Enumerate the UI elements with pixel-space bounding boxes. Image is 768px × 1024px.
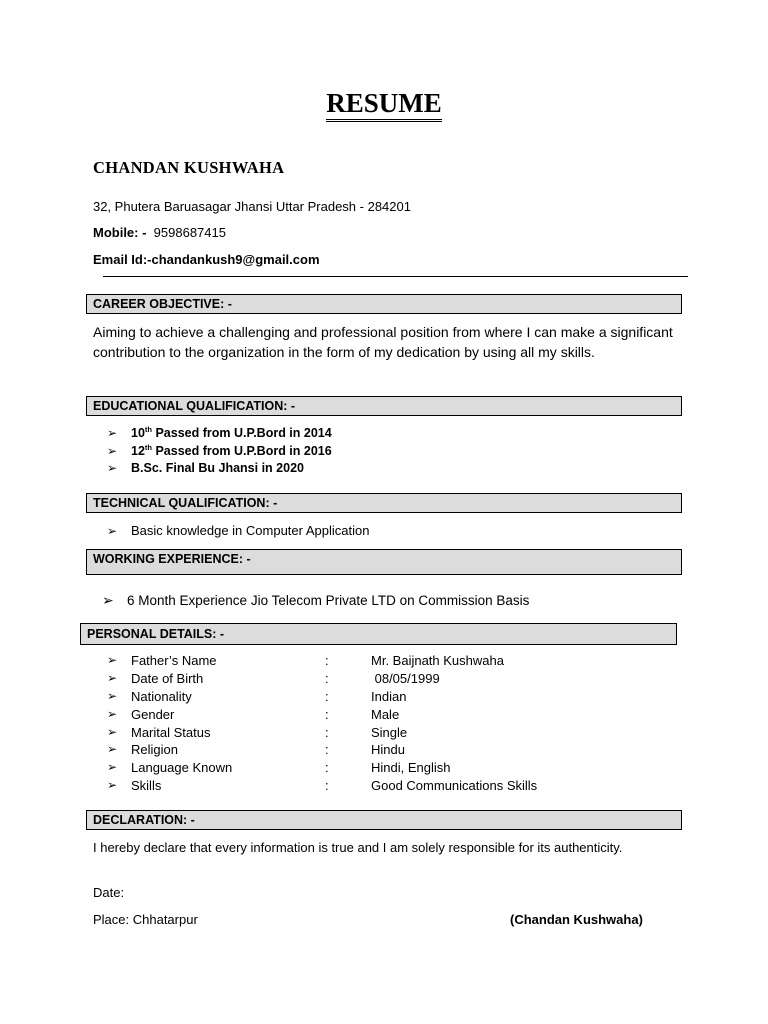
personal-row-language: ➢ Language Known : Hindi, English <box>107 760 451 776</box>
email-line: Email Id:-chandankush9@gmail.com <box>93 252 320 267</box>
arrow-bullet-icon: ➢ <box>107 426 118 440</box>
declaration-heading: DECLARATION: - <box>86 810 682 830</box>
arrow-bullet-icon: ➢ <box>107 443 118 458</box>
resume-title-text: RESUME <box>326 88 442 122</box>
arrow-bullet-icon: ➢ <box>102 592 114 608</box>
arrow-bullet-icon: ➢ <box>107 760 118 775</box>
header-divider <box>103 276 688 277</box>
personal-row-marital: ➢ Marital Status : Single <box>107 724 408 740</box>
arrow-bullet-icon: ➢ <box>107 688 118 703</box>
list-item: ➢ B.Sc. Final Bu Jhansi in 2020 <box>93 460 678 478</box>
personal-row-dob: ➢ Date of Birth : 08/05/1999 <box>107 670 440 686</box>
arrow-bullet-icon: ➢ <box>107 706 118 721</box>
career-objective-heading: CAREER OBJECTIVE: - <box>86 294 682 314</box>
signature-name: (Chandan Kushwaha) <box>510 912 643 927</box>
career-objective-text: Aiming to achieve a challenging and professional position from where I can make a significant contribution to the organization in the form of my dedication by using all my skills. <box>93 324 673 360</box>
arrow-bullet-icon: ➢ <box>107 724 118 739</box>
declaration-text: I hereby declare that every information is true and I am solely responsible for its authenticity. <box>93 840 623 855</box>
personal-row-gender: ➢ Gender : Male <box>107 706 400 722</box>
personal-details-list <box>93 652 678 795</box>
education-heading: EDUCATIONAL QUALIFICATION: - <box>86 396 682 416</box>
date-label: Date: <box>93 885 125 900</box>
arrow-bullet-icon: ➢ <box>107 524 118 538</box>
arrow-bullet-icon: ➢ <box>107 670 118 685</box>
place-label: Place: Chhatarpur <box>93 912 198 927</box>
personal-heading: PERSONAL DETAILS: - <box>80 623 677 645</box>
mobile-label: Mobile: - <box>93 225 147 240</box>
work-heading: WORKING EXPERIENCE: - <box>86 549 682 575</box>
work-list <box>88 591 678 610</box>
address: 32, Phutera Baruasagar Jhansi Uttar Pradesh - 284201 <box>93 199 411 214</box>
arrow-bullet-icon: ➢ <box>107 778 118 793</box>
list-item: ➢ 12th Passed from U.P.Bord in 2016 <box>93 443 678 461</box>
resume-title <box>0 86 768 120</box>
personal-row-father: ➢ Father’s Name : Mr. Baijnath Kushwaha <box>107 653 504 668</box>
list-item: ➢ 10th Passed from U.P.Bord in 2014 <box>93 425 678 443</box>
arrow-bullet-icon: ➢ <box>107 461 118 475</box>
personal-row-religion: ➢ Religion : Hindu <box>107 742 405 758</box>
mobile-line <box>93 224 226 241</box>
education-list <box>93 425 678 478</box>
technical-list <box>93 522 678 540</box>
personal-row-nationality: ➢ Nationality : Indian <box>107 688 407 704</box>
technical-heading: TECHNICAL QUALIFICATION: - <box>86 493 682 513</box>
candidate-name: CHANDAN KUSHWAHA <box>93 158 285 177</box>
list-item: ➢ Basic knowledge in Computer Application <box>107 523 370 538</box>
arrow-bullet-icon: ➢ <box>107 742 118 757</box>
mobile-value: 9598687415 <box>153 225 226 240</box>
personal-row-skills: ➢ Skills : Good Communications Skills <box>107 778 538 794</box>
arrow-bullet-icon: ➢ <box>107 653 118 667</box>
list-item: ➢ 6 Month Experience Jio Telecom Private LTD on Commission Basis <box>102 592 530 608</box>
